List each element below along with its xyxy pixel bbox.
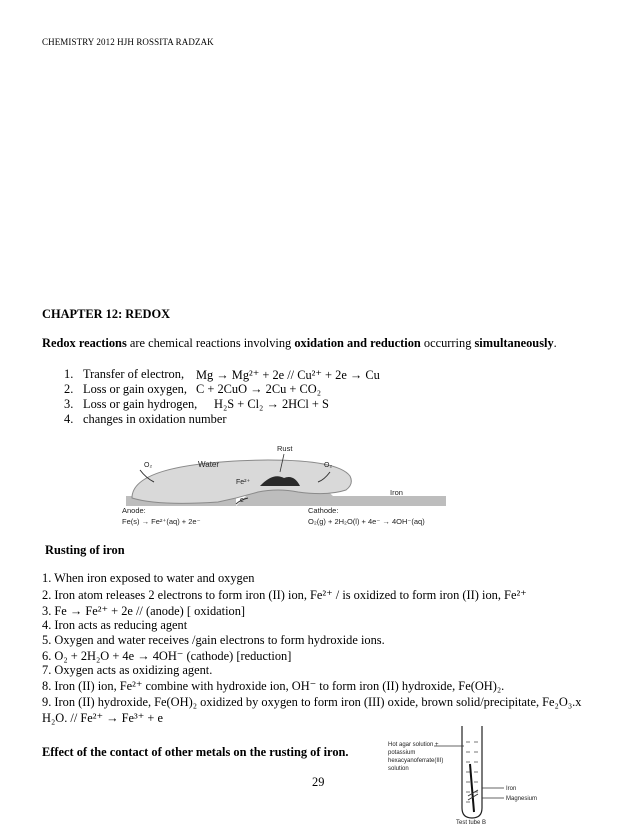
page-header: CHEMISTRY 2012 HJH ROSSITA RADZAK — [42, 37, 214, 47]
anode-equation: Fe(s) → Fe²⁺(aq) + 2e⁻ — [122, 517, 201, 526]
solution-label-2: potassium — [388, 750, 416, 756]
water-label: Water — [198, 460, 220, 469]
list-label: changes in oxidation number — [83, 412, 227, 426]
list-item — [64, 367, 380, 382]
iron-label: Iron — [390, 488, 403, 497]
rust-label: Rust — [277, 444, 293, 453]
step-6: 6. O₂ + 2H₂O + 4e → 4OH⁻ (cathode) [reduction] — [42, 649, 292, 663]
list-label: Transfer of electron, — [83, 367, 185, 381]
o2-right-label: O₂ — [324, 462, 333, 469]
list-equation: Mg → Mg²⁺ + 2e // Cu²⁺ + 2e → Cu — [196, 368, 380, 382]
step-3: 3. Fe → Fe²⁺ + 2e // (anode) [ oxidation] — [42, 604, 246, 618]
step-4: 4. Iron acts as reducing agent — [42, 618, 188, 632]
list-number: 3. — [64, 397, 74, 411]
magnesium-label: Magnesium — [506, 796, 538, 802]
fe2-label: Fe²⁺ — [236, 479, 251, 486]
intro-end: . — [553, 336, 557, 350]
solution-label-4: solution — [388, 766, 409, 772]
step-9: 9. Iron (II) hydroxide, Fe(OH)₂ oxidized by oxygen to form iron (III) oxide, brown solid/precipitate, Fe₂O₃.x H₂O. // Fe²⁺ → Fe³⁺ + e — [42, 695, 582, 725]
electron-label: e⁻ — [240, 497, 248, 504]
list-item — [64, 382, 322, 397]
test-tube — [462, 726, 482, 818]
list-item — [64, 412, 227, 427]
intro-bold-1: oxidation and reduction — [294, 336, 421, 350]
step-5: 5. Oxygen and water receives /gain electrons to form hydroxide ions. — [42, 633, 385, 647]
o2-left-label: O₂ — [144, 462, 153, 469]
intro-text-2: occurring — [420, 336, 475, 350]
effect-heading: Effect of the contact of other metals on the rusting of iron. — [42, 745, 349, 759]
list-number: 2. — [64, 382, 74, 396]
cathode-equation: O₂(g) + 2H₂O(l) + 4e⁻ → 4OH⁻(aq) — [308, 517, 425, 526]
intro-text-1: are chemical reactions involving — [126, 336, 295, 350]
list-number: 1. — [64, 367, 74, 381]
intro-bold-2: simultaneously — [474, 336, 554, 350]
list-item — [64, 397, 329, 412]
list-label: Loss or gain oxygen, — [83, 382, 187, 396]
chapter-title: CHAPTER 12: REDOX — [42, 307, 171, 321]
list-equation: C + 2CuO → 2Cu + CO₂ — [196, 382, 322, 396]
intro-term: Redox reactions — [42, 336, 127, 350]
solution-label-1: Hot agar solution + — [388, 742, 439, 748]
iron-label: Iron — [506, 786, 517, 792]
list-label: Loss or gain hydrogen, — [83, 397, 198, 411]
step-7: 7. Oxygen acts as oxidizing agent. — [42, 663, 213, 677]
test-tube-label: Test tube B — [456, 820, 487, 824]
rusting-heading: Rusting of iron — [45, 543, 125, 557]
step-8: 8. Iron (II) ion, Fe²⁺ combine with hydroxide ion, OH⁻ to form iron (II) hydroxide, Fe(OH)₂. — [42, 679, 505, 693]
solution-label-3: hexacyanoferrate(III) — [388, 758, 444, 764]
cathode-label: Cathode: — [308, 506, 339, 515]
rusting-diagram — [118, 440, 454, 532]
step-2: 2. Iron atom releases 2 electrons to form iron (II) ion, Fe²⁺ / is oxidized to form iron (II) ion, Fe²⁺ — [42, 588, 527, 602]
test-tube-figure — [384, 724, 576, 824]
step-1: 1. When iron exposed to water and oxygen — [42, 571, 255, 585]
iron-nail — [470, 764, 474, 812]
page-number: 29 — [312, 775, 325, 789]
list-equation: H₂S + Cl₂ → 2HCl + S — [214, 397, 329, 411]
intro-paragraph — [42, 336, 557, 351]
anode-label: Anode: — [122, 506, 146, 515]
list-number: 4. — [64, 412, 74, 426]
